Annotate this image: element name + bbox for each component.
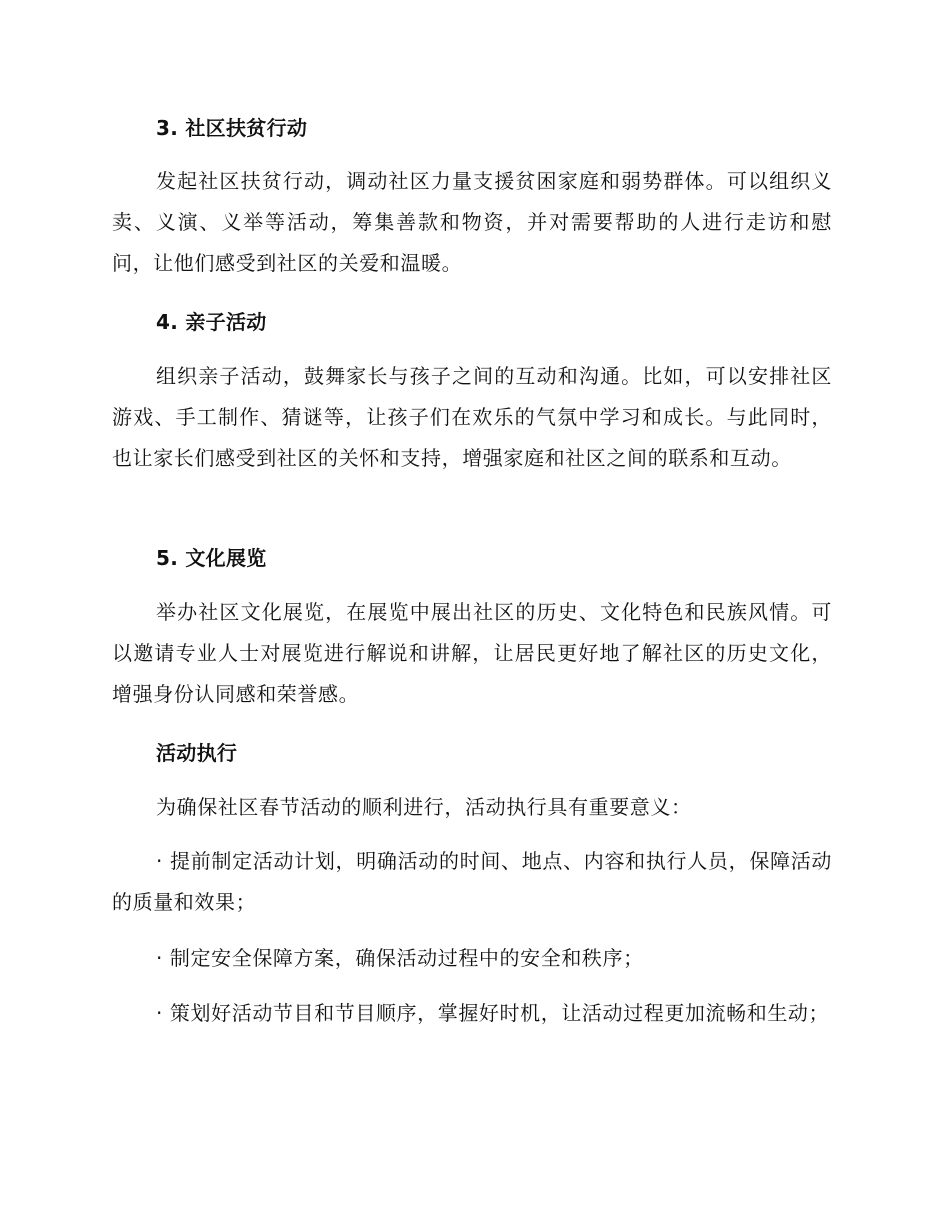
- list-item-safety: · 制定安全保障方案，确保活动过程中的安全和秩序；: [156, 946, 644, 970]
- paragraph-poverty-relief: 发起社区扶贫行动，调动社区力量支援贫困家庭和弱势群体。可以组织义卖、义演、义举等活动，筹集善款和物资，并对需要帮助的人进行走访和慰问，让他们感受到社区的关爱和温暖。: [112, 169, 832, 275]
- section-heading-execution: 活动执行: [156, 741, 238, 765]
- paragraph-culture-exhibition: 举办社区文化展览，在展览中展出社区的历史、文化特色和民族风情。可以邀请专业人士对展览进行解说和讲解，让居民更好地了解社区的历史文化，增强身份认同感和荣誉感。: [112, 600, 832, 706]
- section-heading-parent-child: 4. 亲子活动: [156, 310, 267, 334]
- paragraph-parent-child: 组织亲子活动，鼓舞家长与孩子之间的互动和沟通。比如，可以安排社区游戏、手工制作、猜谜等，让孩子们在欢乐的气氛中学习和成长。与此同时，也让家长们感受到社区的关怀和支持，增强家庭和社区之间的联系和互动。: [112, 364, 832, 470]
- list-item-plan: · 提前制定活动计划，明确活动的时间、地点、内容和执行人员，保障活动的质量和效果；: [112, 849, 832, 914]
- paragraph-execution-intro: 为确保社区春节活动的顺利进行，活动执行具有重要意义：: [156, 795, 692, 819]
- section-heading-culture-exhibition: 5. 文化展览: [156, 546, 267, 570]
- list-item-program: · 策划好活动节目和节目顺序，掌握好时机，让活动过程更加流畅和生动；: [156, 1001, 830, 1025]
- section-heading-poverty-relief: 3. 社区扶贫行动: [156, 116, 308, 140]
